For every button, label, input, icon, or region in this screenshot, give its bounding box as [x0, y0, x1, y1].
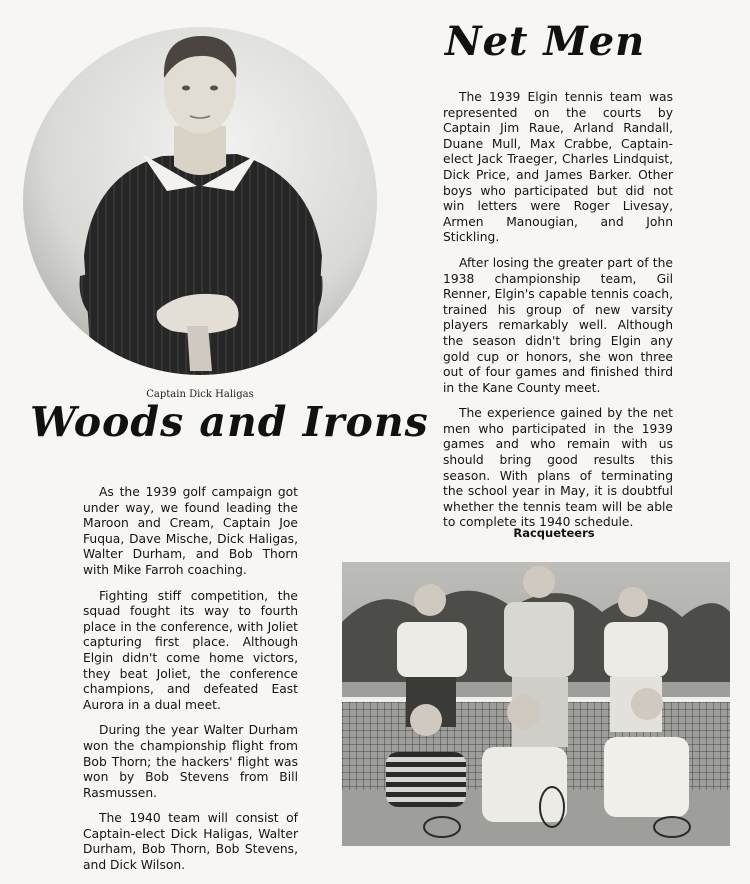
golf-section-title: Woods and Irons — [30, 398, 429, 446]
tennis-section-title: Net Men — [445, 18, 646, 65]
tennis-team-photo — [342, 562, 730, 846]
golf-article — [83, 485, 298, 884]
portrait-caption: Captain Dick Haligas — [146, 389, 254, 400]
golf-paragraph: The 1940 team will consist of Captain-elect Dick Haligas, Walter Durham, Bob Thorn, Bob Stevens, and Dick Wilson. — [83, 811, 298, 873]
team-photo-caption: Racqueteers — [513, 526, 595, 540]
captain-portrait-photo — [22, 26, 378, 376]
golf-paragraph: During the year Walter Durham won the championship flight from Bob Thorn; the hackers' flight was won by Bob Stevens from Bill Rasmussen. — [83, 723, 298, 800]
golf-paragraph: As the 1939 golf campaign got under way, we found leading the Maroon and Cream, Captain Joe Fuqua, Dave Mische, Dick Haligas, Walter Durham, and Bob Thorn with Mike Farroh coaching. — [83, 485, 298, 577]
tennis-article — [443, 90, 673, 541]
tennis-paragraph: The experience gained by the net men who participated in the 1939 games and who remain with us should bring good results this season. With plans of terminating the school year in May, it is doubtful whether the tennis team will be able to complete its 1940 schedule. — [443, 406, 673, 530]
tennis-paragraph: The 1939 Elgin tennis team was represented on the courts by Captain Jim Raue, Arland Randall, Duane Mull, Max Crabbe, Captain-elect Jack Traeger, Charles Lindquist, Dick Price, and James Barker. Other boys who participated but did not win letters were Roger Livesay, Armen Manougian, and John Stickling. — [443, 90, 673, 245]
golf-paragraph: Fighting stiff competition, the squad fought its way to fourth place in the conference, with Joliet capturing first place. Although Elgin didn't come home victors, they beat Joliet, the conference champions, and defeated East Aurora in a dual meet. — [83, 588, 298, 712]
tennis-paragraph: After losing the greater part of the 1938 championship team, Gil Renner, Elgin's capable tennis coach, trained his group of new varsity players remarkably well. Although the season didn't bring Elgin any gold cup or honors, she won three out of four games and finished third in the Kane County meet. — [443, 255, 673, 395]
